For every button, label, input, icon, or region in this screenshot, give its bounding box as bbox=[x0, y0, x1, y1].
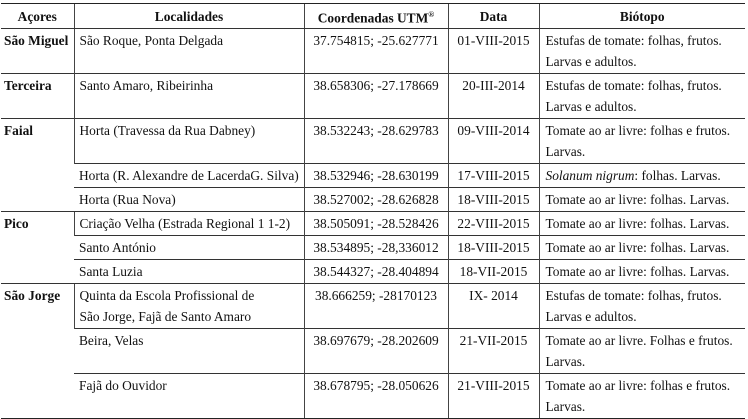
coords-cell: 37.754815; -25.627771 bbox=[304, 29, 448, 74]
biotope-cell bbox=[539, 164, 745, 188]
biotope-cell bbox=[539, 212, 745, 236]
header-coords bbox=[304, 4, 448, 29]
cell-line: Quinta da Escola Profissional de bbox=[79, 288, 255, 304]
region-cell: Pico bbox=[1, 212, 74, 284]
cell-line: Santo António bbox=[79, 240, 157, 256]
locality-cell bbox=[74, 212, 304, 236]
cell-line: Tomate ao ar livre: folhas. Larvas. bbox=[545, 240, 730, 256]
cell-line: Estufas de tomate: folhas, frutos. bbox=[545, 33, 722, 49]
cell-line: Tomate ao ar livre: folhas e frutos. bbox=[545, 123, 731, 139]
cell-line: Larvas e adultos. bbox=[545, 54, 637, 70]
date-cell: 21-VII-2015 bbox=[448, 329, 539, 374]
date-cell: 01-VIII-2015 bbox=[448, 29, 539, 74]
biotope-cell bbox=[539, 29, 745, 74]
table-row bbox=[1, 260, 745, 284]
biotope-cell bbox=[539, 119, 745, 164]
cell-line: Larvas. bbox=[545, 354, 586, 370]
coords-cell: 38.505091; -28.528426 bbox=[304, 212, 448, 236]
coords-cell: 38.658306; -27.178669 bbox=[304, 74, 448, 119]
cell-line: Larvas e adultos. bbox=[545, 99, 637, 115]
cell-line: São Jorge, Fajã de Santo Amaro bbox=[79, 309, 252, 325]
cell-line: Horta (Rua Nova) bbox=[79, 192, 176, 208]
cell-line: Larvas e adultos. bbox=[545, 309, 637, 325]
cell-line: Estufas de tomate: folhas, frutos. bbox=[545, 288, 722, 304]
table-row bbox=[1, 29, 745, 74]
header-date: Data bbox=[448, 4, 539, 29]
locality-cell bbox=[74, 74, 304, 119]
locality-cell bbox=[74, 260, 304, 284]
cell-line: Tomate ao ar livre: folhas. Larvas. bbox=[545, 216, 730, 232]
coords-cell: 38.666259; -28170123 bbox=[304, 284, 448, 329]
header-row bbox=[1, 4, 745, 29]
cell-line: Larvas. bbox=[545, 399, 586, 415]
coords-cell: 38.697679; -28.202609 bbox=[304, 329, 448, 374]
cell-line: São Roque, Ponta Delgada bbox=[79, 33, 224, 49]
date-cell: IX- 2014 bbox=[448, 284, 539, 329]
biotope-cell bbox=[539, 329, 745, 374]
cell-line: : folhas. Larvas. bbox=[634, 168, 721, 184]
cell-line: Tomate ao ar livre. Folhas e frutos. bbox=[545, 333, 733, 349]
biotope-cell bbox=[539, 236, 745, 260]
table-row bbox=[1, 188, 745, 212]
region-cell: Faial bbox=[1, 119, 74, 212]
cell-line: Fajã do Ouvidor bbox=[79, 378, 167, 394]
locality-cell bbox=[74, 29, 304, 74]
biotope-cell bbox=[539, 260, 745, 284]
table-row bbox=[1, 119, 745, 164]
locality-cell bbox=[74, 329, 304, 374]
coords-cell: 38.532946; -28.630199 bbox=[304, 164, 448, 188]
table-row bbox=[1, 164, 745, 188]
region-cell: São Jorge bbox=[1, 284, 74, 419]
header-region: Açores bbox=[1, 4, 74, 29]
header-biotope: Biótopo bbox=[539, 4, 745, 29]
cell-line: Beira, Velas bbox=[79, 333, 144, 349]
date-cell: 18-VIII-2015 bbox=[448, 236, 539, 260]
cell-line: Tomate ao ar livre: folhas e frutos. bbox=[545, 378, 731, 394]
cell-line: Santa Luzia bbox=[79, 264, 143, 280]
date-cell: 09-VIII-2014 bbox=[448, 119, 539, 164]
cell-line: Larvas. bbox=[545, 144, 586, 160]
date-cell: 20-III-2014 bbox=[448, 74, 539, 119]
cell-line: Estufas de tomate: folhas, frutos. bbox=[545, 78, 722, 94]
coords-cell: 38.544327; -28.404894 bbox=[304, 260, 448, 284]
table-row bbox=[1, 236, 745, 260]
biotope-cell bbox=[539, 374, 745, 419]
cell-line: Santo Amaro, Ribeirinha bbox=[79, 78, 214, 94]
locality-cell bbox=[74, 119, 304, 164]
header-coords-mark: ® bbox=[428, 10, 435, 19]
records-table bbox=[1, 3, 745, 419]
region-cell: Terceira bbox=[1, 74, 74, 119]
table-row bbox=[1, 212, 745, 236]
header-coords-label: Coordenadas UTM bbox=[317, 10, 429, 26]
date-cell: 18-VII-2015 bbox=[448, 260, 539, 284]
coords-cell: 38.534895; -28,336012 bbox=[304, 236, 448, 260]
date-cell: 21-VIII-2015 bbox=[448, 374, 539, 419]
date-cell: 17-VIII-2015 bbox=[448, 164, 539, 188]
biotope-species: Solanum nigrum bbox=[545, 168, 635, 184]
biotope-cell bbox=[539, 284, 745, 329]
locality-cell bbox=[74, 188, 304, 212]
locality-cell bbox=[74, 284, 304, 329]
coords-cell: 38.678795; -28.050626 bbox=[304, 374, 448, 419]
cell-line: Criação Velha (Estrada Regional 1 1-2) bbox=[79, 216, 291, 232]
cell-line: Tomate ao ar livre: folhas. Larvas. bbox=[545, 264, 730, 280]
coords-cell: 38.532243; -28.629783 bbox=[304, 119, 448, 164]
coords-cell: 38.527002; -28.626828 bbox=[304, 188, 448, 212]
header-locality: Localidades bbox=[74, 4, 304, 29]
table-row bbox=[1, 374, 745, 419]
cell-line: Horta (Travessa da Rua Dabney) bbox=[79, 123, 256, 139]
biotope-cell bbox=[539, 74, 745, 119]
region-cell: São Miguel bbox=[1, 29, 74, 74]
table-row bbox=[1, 329, 745, 374]
cell-line: Horta (R. Alexandre de LacerdaG. Silva) bbox=[79, 168, 299, 184]
biotope-cell bbox=[539, 188, 745, 212]
date-cell: 22-VIII-2015 bbox=[448, 212, 539, 236]
locality-cell bbox=[74, 374, 304, 419]
cell-line: Tomate ao ar livre: folhas. Larvas. bbox=[545, 192, 730, 208]
locality-cell bbox=[74, 164, 304, 188]
table-row bbox=[1, 74, 745, 119]
table-row bbox=[1, 284, 745, 329]
locality-cell bbox=[74, 236, 304, 260]
date-cell: 18-VIII-2015 bbox=[448, 188, 539, 212]
